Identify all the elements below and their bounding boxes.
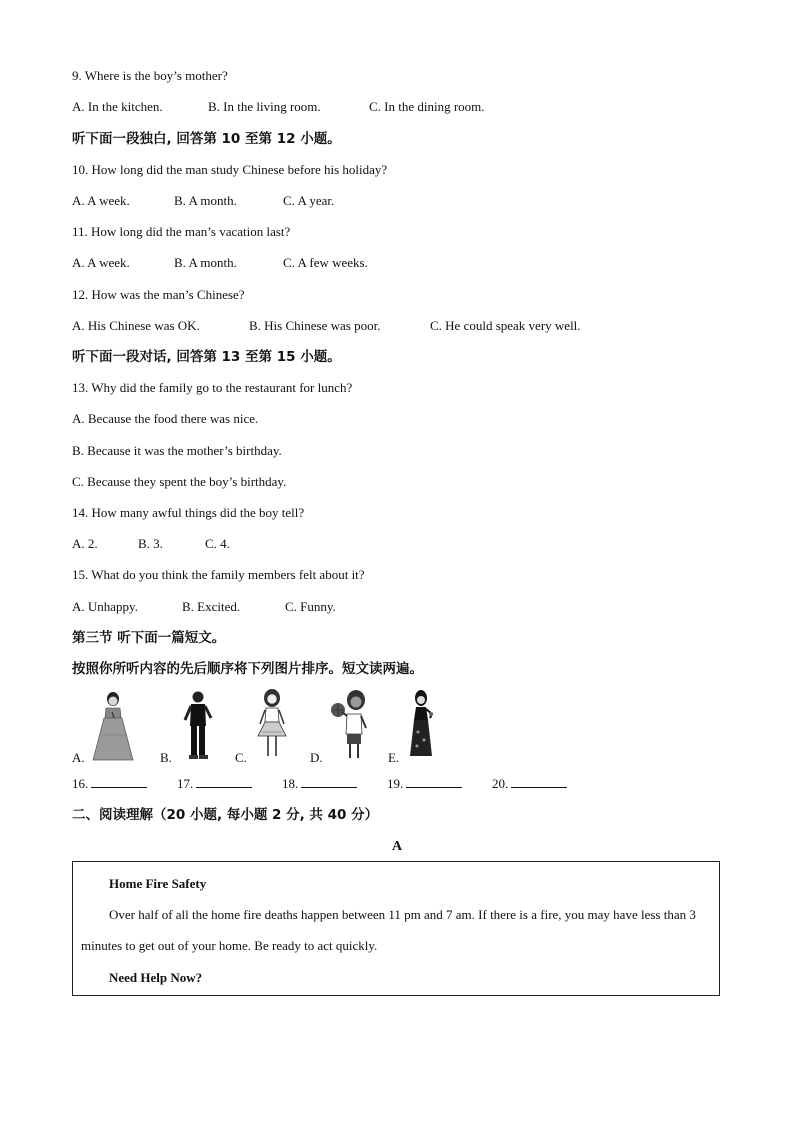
q13-option-a: A. Because the food there was nice. — [72, 411, 259, 426]
section3-instruction: 按照你所听内容的先后顺序将下列图片排序。短文读两遍。 — [72, 661, 423, 677]
picture-b-label: B. — [160, 750, 172, 765]
picture-e-woman-qipao — [404, 688, 438, 760]
q9-option-a: A. In the kitchen. — [72, 99, 163, 114]
blank-18-number: 18. — [282, 776, 299, 791]
q11-option-a: A. A week. — [72, 255, 130, 270]
picture-c-girl-skirt — [255, 688, 289, 760]
section-heading-10-12: 听下面一段独白, 回答第 10 至第 12 小题。 — [72, 131, 341, 147]
part2-title: 二、阅读理解（20 小题, 每小题 2 分, 共 40 分） — [72, 807, 379, 823]
picture-d-label: D. — [310, 750, 323, 765]
q13-question: 13. Why did the family go to the restaurant for lunch? — [72, 380, 353, 395]
picture-c-label: C. — [235, 750, 247, 765]
blank-18-line[interactable] — [301, 775, 357, 788]
picture-e-label: E. — [388, 750, 400, 765]
q14-question: 14. How many awful things did the boy tell? — [72, 505, 305, 520]
q12-option-b: B. His Chinese was poor. — [249, 318, 381, 333]
q11-question: 11. How long did the man’s vacation last? — [72, 224, 291, 239]
q14-option-a: A. 2. — [72, 536, 98, 551]
q14-option-c: C. 4. — [205, 536, 230, 551]
q13-option-b: B. Because it was the mother’s birthday. — [72, 443, 282, 458]
passage-title: Home Fire Safety — [109, 876, 207, 891]
blank-20[interactable] — [492, 775, 567, 792]
q11-option-c: C. A few weeks. — [283, 255, 368, 270]
picture-a-label: A. — [72, 750, 85, 765]
blank-19[interactable] — [387, 775, 462, 792]
section-heading-13-15: 听下面一段对话, 回答第 13 至第 15 小题。 — [72, 349, 341, 365]
passage-paragraph: Over half of all the home fire deaths happen between 11 pm and 7 am. If there is a fire, you may have less than 3 minutes to get out of your home. Be ready to act quickly. — [81, 907, 696, 953]
q13-option-c: C. Because they spent the boy’s birthday. — [72, 474, 287, 489]
q9-question: 9. Where is the boy’s mother? — [72, 68, 228, 83]
blank-19-line[interactable] — [406, 775, 462, 788]
q10-option-b: B. A month. — [174, 193, 237, 208]
blank-20-number: 20. — [492, 776, 509, 791]
blank-17-number: 17. — [177, 776, 194, 791]
picture-b-man-walking — [182, 690, 214, 762]
blank-18[interactable] — [282, 775, 357, 792]
passage-box — [72, 861, 720, 996]
picture-a-woman-traditional-dress — [90, 690, 136, 762]
blank-20-line[interactable] — [511, 775, 567, 788]
q9-option-b: B. In the living room. — [208, 99, 321, 114]
q10-option-c: C. A year. — [283, 193, 335, 208]
picture-d-boy-basketball — [328, 688, 372, 760]
blank-17-line[interactable] — [196, 775, 252, 788]
passage-subtitle: Need Help Now? — [109, 970, 203, 985]
q15-option-a: A. Unhappy. — [72, 599, 138, 614]
q12-option-c: C. He could speak very well. — [430, 318, 581, 333]
q15-question: 15. What do you think the family members felt about it? — [72, 567, 365, 582]
section3-title: 第三节 听下面一篇短文。 — [72, 630, 226, 646]
blank-17[interactable] — [177, 775, 252, 792]
q10-question: 10. How long did the man study Chinese before his holiday? — [72, 162, 388, 177]
q12-option-a: A. His Chinese was OK. — [72, 318, 200, 333]
blank-19-number: 19. — [387, 776, 404, 791]
blank-16[interactable] — [72, 775, 147, 792]
q9-option-c: C. In the dining room. — [369, 99, 485, 114]
q15-option-b: B. Excited. — [182, 599, 241, 614]
q12-question: 12. How was the man’s Chinese? — [72, 287, 245, 302]
passage-letter: A — [391, 839, 403, 854]
q11-option-b: B. A month. — [174, 255, 237, 270]
q14-option-b: B. 3. — [138, 536, 163, 551]
q15-option-c: C. Funny. — [285, 599, 336, 614]
q10-option-a: A. A week. — [72, 193, 130, 208]
blank-16-line[interactable] — [91, 775, 147, 788]
blank-16-number: 16. — [72, 776, 89, 791]
